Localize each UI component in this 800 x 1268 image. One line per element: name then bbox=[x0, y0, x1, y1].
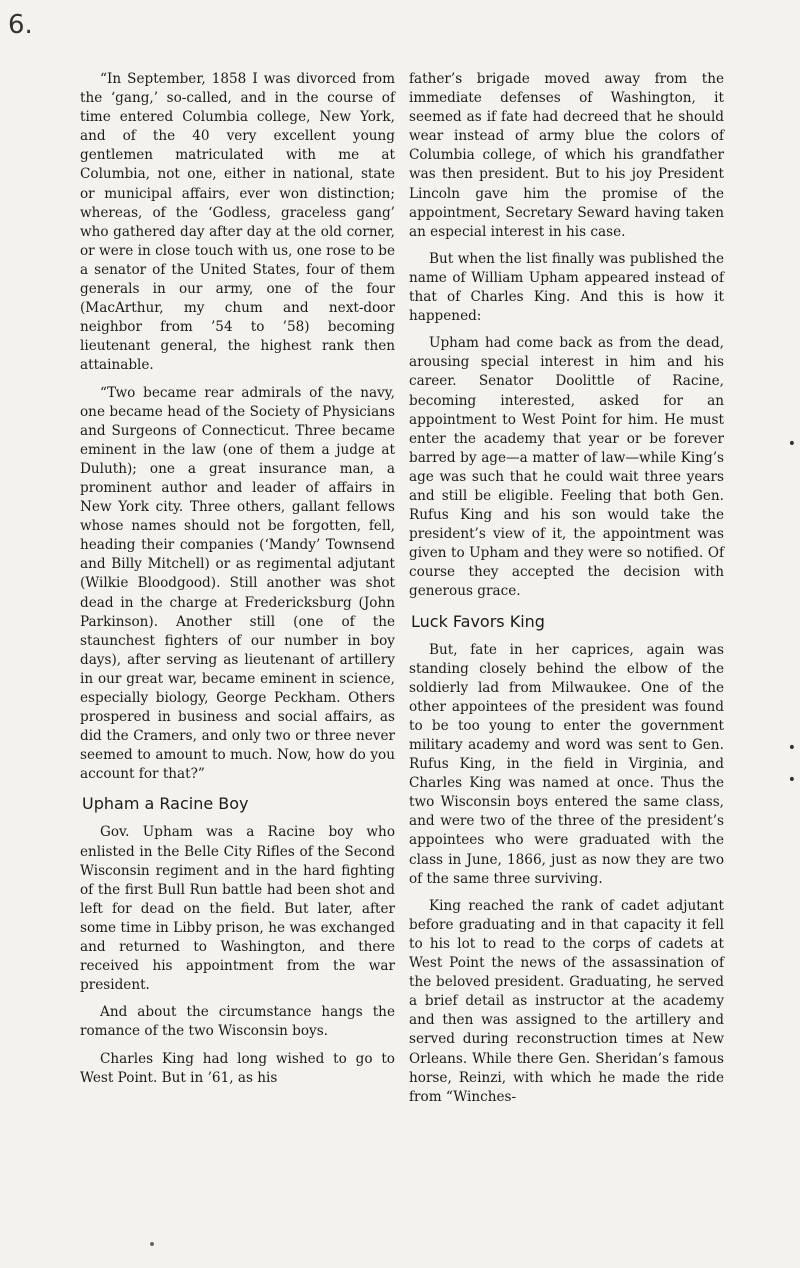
paragraph: And about the circumstance hangs the romance of the two Wisconsin boys. bbox=[80, 1004, 395, 1040]
margin-mark-icon: • bbox=[787, 772, 796, 788]
paragraph: King reached the rank of cadet adjutant before graduating and in that capacity it fell to his lot to read to the corps of cadets at West Point the news of the assassination of the beloved president. Graduating, he served a brief detail as instructor at the academy and then was assigned to the artillery and served during reconstruction times at New Orleans. While there Gen. Sheridan’s famous horse, Reinzi, with which he made the ride from “Winches- bbox=[409, 897, 724, 1105]
article-body bbox=[80, 70, 725, 1115]
right-column bbox=[409, 70, 724, 1115]
margin-mark-icon: • bbox=[787, 436, 796, 452]
paragraph: Upham had come back as from the dead, arousing special interest in him and his career. Senator Doolittle of Racine, becoming interested, asked for an appointment to West Point for him. He must enter the academy that year or be forever barred by age—a matter of law—while King’s age was such that he could wait three years and still be eligible. Feeling that both Gen. Rufus King and his son would take the president’s view of it, the appointment was given to Upham and they were so notified. Of course they accepted the decision with generous grace. bbox=[409, 335, 724, 600]
paragraph: But when the list finally was published the name of William Upham appeared instead of that of Charles King. And this is how it happened: bbox=[409, 250, 724, 325]
margin-mark-icon: • bbox=[787, 740, 796, 756]
section-heading: Luck Favors King bbox=[411, 611, 545, 631]
paragraph: Gov. Upham was a Racine boy who enlisted in the Belle City Rifles of the Second Wisconsin regiment and in the hard fighting of the first Bull Run battle had been shot and left for dead on the field. But later, after some time in Libby prison, he was exchanged and returned to Washington, and there received his appointment from the war president. bbox=[80, 824, 395, 994]
paragraph: Charles King had long wished to go to West Point. But in ’61, as his bbox=[80, 1050, 395, 1086]
paragraph: “In September, 1858 I was divorced from the ‘gang,’ so-called, and in the course of time entered Columbia college, New York, and of the 40 very excellent young gentlemen matriculated with me at Columbia, not one, either in national, state or municipal affairs, ever won distinction; whereas, of the ‘Godless, graceless gang’ who gathered day after day at the old corner, or were in close touch with us, one rose to be a senator of the United States, four of them generals in our army, one of the four (MacArthur, my chum and next-door neighbor from ’54 to ’58) becoming lieutenant general, the highest rank then attainable. bbox=[80, 71, 395, 374]
section-heading: Upham a Racine Boy bbox=[82, 794, 249, 814]
paragraph: But, fate in her caprices, again was standing closely behind the elbow of the soldierly lad from Milwaukee. One of the other appointees of the president was found to be too young to enter the government military academy and word was sent to Gen. Rufus King, in the field in Virginia, and Charles King was named at once. Thus the two Wisconsin boys entered the same class, and were two of the three of the president’s appointees who were graduated with the class in June, 1866, just as now they are two of the same three surviving. bbox=[409, 641, 724, 887]
paragraph: father’s brigade moved away from the immediate defenses of Washington, it seemed as if fate had decreed that he should wear instead of army blue the colors of Columbia college, of which his grandfather was then president. But to his joy President Lincoln gave him the promise of the appointment, Secretary Seward having taken an especial interest in his case. bbox=[409, 71, 724, 240]
left-column bbox=[80, 70, 395, 1115]
page-number: 6. bbox=[8, 10, 33, 40]
speck-mark bbox=[150, 1242, 154, 1246]
paragraph: “Two became rear admirals of the navy, one became head of the Society of Physicians and Surgeons of Connecticut. Three became eminent in the law (one of them a judge at Duluth); one a great insurance man, a prominent author and leader of affairs in New York city. Three others, gallant fellows whose names should not be forgotten, fell, heading their companies (‘Mandy’ Townsend and Billy Mitchell) or as regimental adjutant (Wilkie Bloodgood). Still another was shot dead in the charge at Fredericksburg (John Parkinson). Another still (one of the staunchest fighters of our number in boy days), after serving as lieutenant of artillery in our great war, became eminent in science, especially biology, George Peckham. Others prospered in business and social affairs, as did the Cramers, and only two or three never seemed to amount to much. Now, how do you account for that?” bbox=[80, 384, 395, 783]
